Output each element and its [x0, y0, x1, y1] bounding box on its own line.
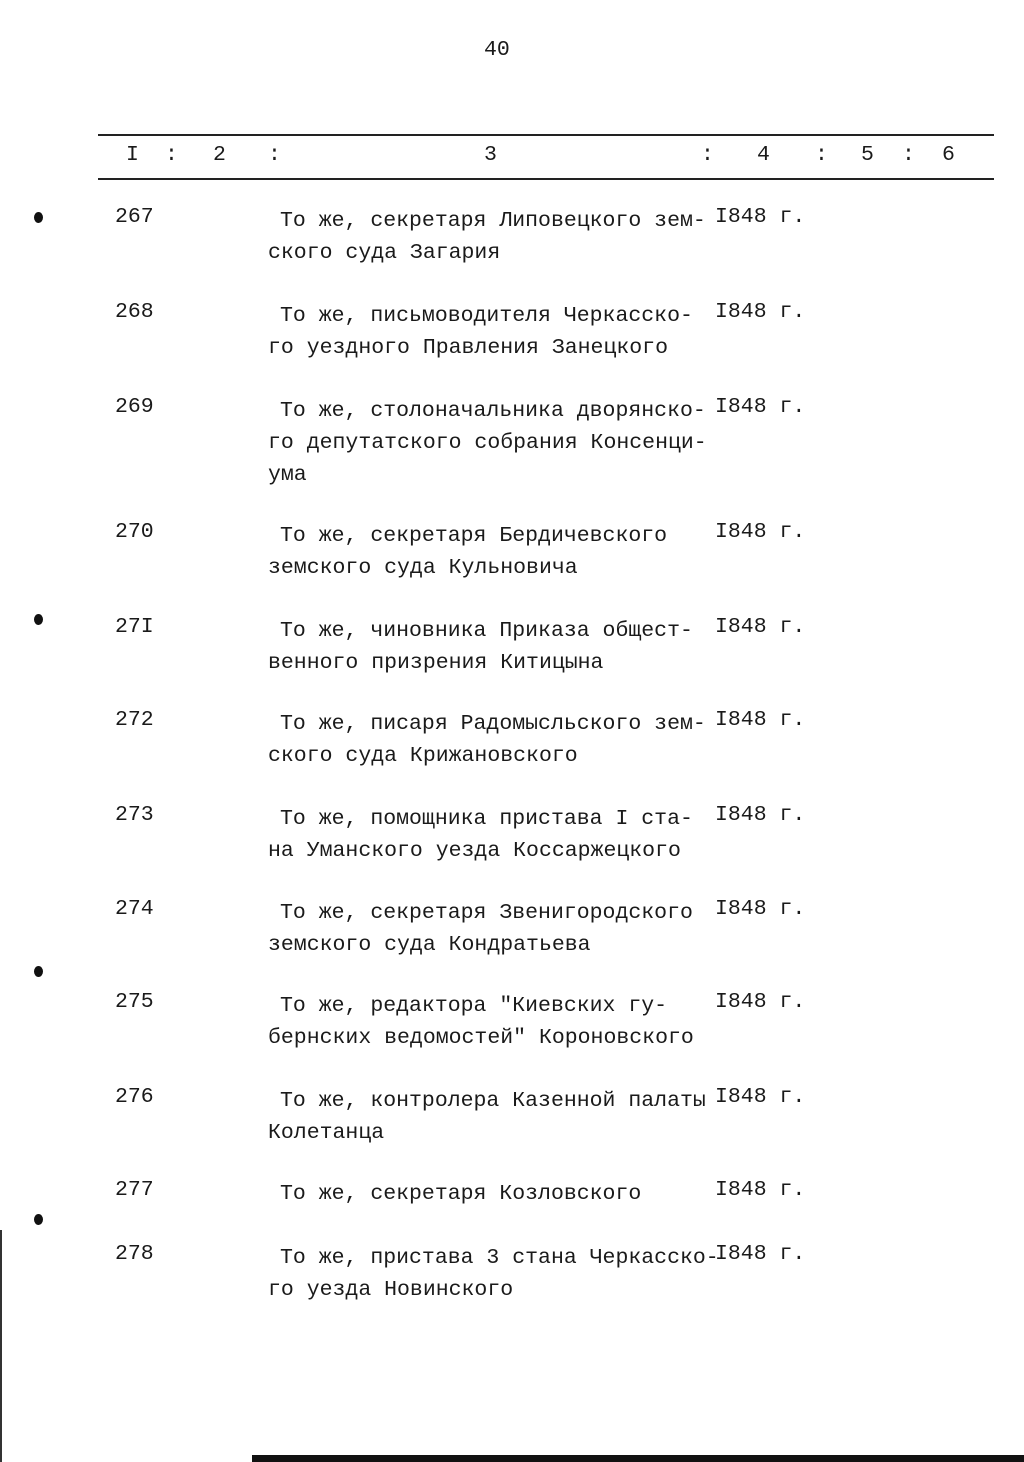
description-line: То же, секретаря Козловского — [280, 1182, 642, 1206]
header-sep: : — [815, 143, 828, 167]
description-line: То же, чиновника Приказа общест- — [280, 619, 693, 643]
row-year: I848 г. — [715, 1085, 806, 1109]
description-line: То же, письмоводителя Черкасско- — [280, 304, 693, 328]
row-number: 274 — [115, 897, 154, 921]
row-number: 27I — [115, 615, 154, 639]
description-line: То же, секретаря Звенигородского — [280, 901, 693, 925]
row-description — [268, 300, 693, 364]
row-description — [268, 1085, 706, 1149]
row-description — [268, 205, 706, 269]
description-line: ского суда Крижановского — [268, 744, 578, 768]
row-description — [268, 990, 694, 1054]
description-line: То же, помощника пристава I ста- — [280, 807, 693, 831]
row-description — [268, 520, 667, 584]
description-line: ума — [268, 463, 307, 487]
scan-edge — [0, 1230, 2, 1462]
header-sep: : — [165, 143, 178, 167]
description-line: То же, столоначальника дворянско- — [280, 399, 706, 423]
punch-hole-mark — [34, 212, 43, 223]
header-sep: : — [701, 143, 714, 167]
row-description — [268, 1242, 719, 1306]
row-number: 273 — [115, 803, 154, 827]
description-line: земского суда Кондратьева — [268, 933, 591, 957]
description-line: на Уманского уезда Коссаржецкого — [268, 839, 681, 863]
row-description — [268, 615, 693, 679]
row-description — [268, 803, 693, 867]
row-number: 269 — [115, 395, 154, 419]
description-line: ского суда Загария — [268, 241, 501, 265]
row-year: I848 г. — [715, 803, 806, 827]
row-year: I848 г. — [715, 1242, 806, 1266]
row-description — [268, 897, 693, 961]
header-col-1: I — [126, 143, 139, 167]
row-description — [268, 708, 706, 772]
row-year: I848 г. — [715, 300, 806, 324]
row-description — [268, 395, 707, 491]
row-year: I848 г. — [715, 615, 806, 639]
row-number: 275 — [115, 990, 154, 1014]
punch-hole-mark — [34, 966, 43, 977]
row-year: I848 г. — [715, 897, 806, 921]
row-number: 268 — [115, 300, 154, 324]
table-header-rule — [98, 178, 994, 180]
header-col-3: 3 — [484, 143, 497, 167]
description-line: го депутатского собрания Консенци- — [268, 431, 707, 455]
row-number: 270 — [115, 520, 154, 544]
description-line: бернских ведомостей" Короновского — [268, 1026, 694, 1050]
description-line: го уездного Правления Занецкого — [268, 336, 668, 360]
header-col-4: 4 — [757, 143, 770, 167]
page-number: 40 — [484, 38, 510, 62]
row-number: 278 — [115, 1242, 154, 1266]
table-top-rule — [98, 134, 994, 136]
punch-hole-mark — [34, 614, 43, 625]
punch-hole-mark — [34, 1214, 43, 1225]
bottom-rule — [252, 1455, 1024, 1462]
description-line: То же, редактора "Киевских гу- — [280, 994, 668, 1018]
header-sep: : — [268, 143, 281, 167]
description-line: го уезда Новинского — [268, 1278, 514, 1302]
row-description — [268, 1178, 641, 1210]
description-line: То же, писаря Радомысльского зем- — [280, 712, 706, 736]
header-sep: : — [902, 143, 915, 167]
header-col-2: 2 — [213, 143, 226, 167]
row-number: 277 — [115, 1178, 154, 1202]
description-line: То же, пристава 3 стана Черкасско- — [280, 1246, 719, 1270]
row-year: I848 г. — [715, 205, 806, 229]
description-line: То же, секретаря Липовецкого зем- — [280, 209, 706, 233]
row-number: 276 — [115, 1085, 154, 1109]
header-col-5: 5 — [861, 143, 874, 167]
row-year: I848 г. — [715, 520, 806, 544]
row-year: I848 г. — [715, 708, 806, 732]
row-number: 272 — [115, 708, 154, 732]
row-year: I848 г. — [715, 990, 806, 1014]
row-year: I848 г. — [715, 1178, 806, 1202]
description-line: венного призрения Китицына — [268, 651, 604, 675]
description-line: земского суда Кульновича — [268, 556, 578, 580]
header-col-6: 6 — [942, 143, 955, 167]
row-number: 267 — [115, 205, 154, 229]
row-year: I848 г. — [715, 395, 806, 419]
description-line: То же, контролера Казенной палаты — [280, 1089, 706, 1113]
description-line: Колетанца — [268, 1121, 385, 1145]
description-line: То же, секретаря Бердичевского — [280, 524, 668, 548]
